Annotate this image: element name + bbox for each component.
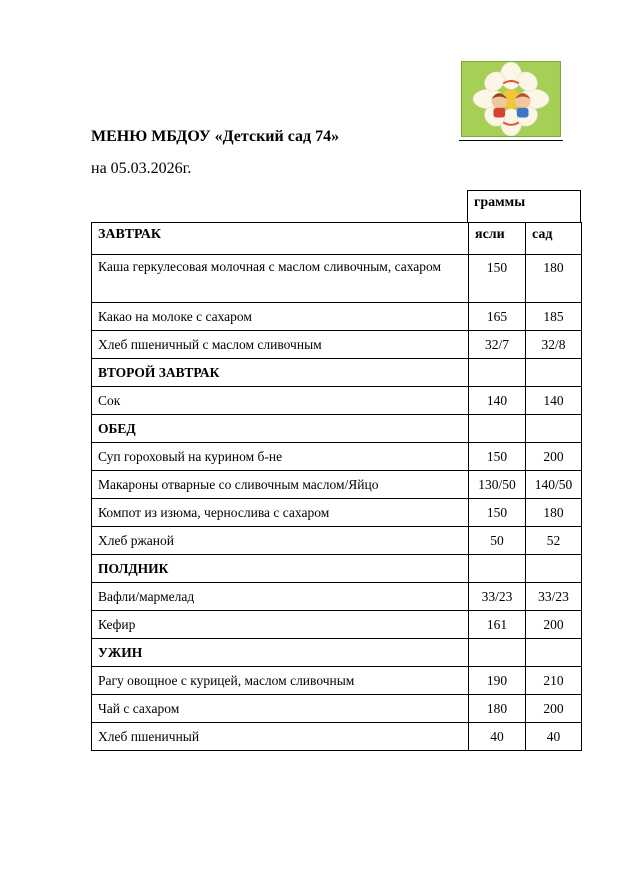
table-row: [92, 583, 582, 611]
nursery-grams: 165: [469, 303, 526, 331]
dish-name: Хлеб ржаной: [92, 527, 469, 555]
dish-name: Хлеб пшеничный: [92, 723, 469, 751]
nursery-grams: 33/23: [469, 583, 526, 611]
dish-name: Хлеб пшеничный с маслом сливочным: [92, 331, 469, 359]
table-row: [92, 611, 582, 639]
table-row: [92, 667, 582, 695]
menu-date: на 05.03.2026г.: [91, 160, 192, 177]
section-row: [92, 359, 582, 387]
flower-children-logo-icon: [462, 62, 560, 136]
empty-cell: [526, 359, 582, 387]
grams-header-table: [467, 190, 581, 223]
section-row: [92, 415, 582, 443]
section-title: ОБЕД: [92, 415, 469, 443]
nursery-grams: 140: [469, 387, 526, 415]
dish-name: Сок: [92, 387, 469, 415]
empty-cell: [526, 555, 582, 583]
table-row: [92, 387, 582, 415]
kindergarten-grams: 200: [526, 695, 582, 723]
nursery-grams: 150: [469, 255, 526, 303]
nursery-grams: 130/50: [469, 471, 526, 499]
dish-name: Кефир: [92, 611, 469, 639]
empty-cell: [526, 415, 582, 443]
header-nursery: ясли: [469, 223, 526, 255]
section-row: [92, 555, 582, 583]
dish-name: Компот из изюма, чернослива с сахаром: [92, 499, 469, 527]
kindergarten-grams: 140: [526, 387, 582, 415]
section-title: ПОЛДНИК: [92, 555, 469, 583]
kindergarten-logo: [461, 61, 561, 137]
kindergarten-grams: 200: [526, 611, 582, 639]
kindergarten-grams: 33/23: [526, 583, 582, 611]
nursery-grams: 150: [469, 443, 526, 471]
dish-name: Рагу овощное с курицей, маслом сливочным: [92, 667, 469, 695]
nursery-grams: 190: [469, 667, 526, 695]
table-row: [92, 471, 582, 499]
logo-underline: [459, 140, 563, 141]
dish-name: Макароны отварные со сливочным маслом/Яйцо: [92, 471, 469, 499]
table-row: [92, 255, 582, 303]
dish-name: Какао на молоке с сахаром: [92, 303, 469, 331]
empty-cell: [469, 415, 526, 443]
dish-name: Вафли/мармелад: [92, 583, 469, 611]
kindergarten-grams: 180: [526, 499, 582, 527]
kindergarten-grams: 140/50: [526, 471, 582, 499]
nursery-grams: 32/7: [469, 331, 526, 359]
menu-table: [91, 222, 582, 751]
kindergarten-grams: 185: [526, 303, 582, 331]
section-row: [92, 639, 582, 667]
nursery-grams: 50: [469, 527, 526, 555]
page-title: МЕНЮ МБДОУ «Детский сад 74»: [91, 128, 340, 145]
nursery-grams: 150: [469, 499, 526, 527]
dish-name: Чай с сахаром: [92, 695, 469, 723]
kindergarten-grams: 210: [526, 667, 582, 695]
dish-name: Суп гороховый на курином б-не: [92, 443, 469, 471]
table-row: [92, 443, 582, 471]
kindergarten-grams: 180: [526, 255, 582, 303]
grams-label: граммы: [468, 191, 581, 223]
empty-cell: [469, 359, 526, 387]
section-title: УЖИН: [92, 639, 469, 667]
table-row: [92, 527, 582, 555]
kindergarten-grams: 52: [526, 527, 582, 555]
dish-name: Каша геркулесовая молочная с маслом сливочным, сахаром: [92, 255, 469, 303]
table-row: [92, 723, 582, 751]
empty-cell: [469, 555, 526, 583]
table-header-row: [92, 223, 582, 255]
header-kindergarten: сад: [526, 223, 582, 255]
table-row: [92, 303, 582, 331]
nursery-grams: 161: [469, 611, 526, 639]
section-title: ВТОРОЙ ЗАВТРАК: [92, 359, 469, 387]
kindergarten-grams: 200: [526, 443, 582, 471]
nursery-grams: 40: [469, 723, 526, 751]
empty-cell: [469, 639, 526, 667]
empty-cell: [526, 639, 582, 667]
table-row: [92, 499, 582, 527]
kindergarten-grams: 40: [526, 723, 582, 751]
table-row: [92, 331, 582, 359]
kindergarten-grams: 32/8: [526, 331, 582, 359]
header-breakfast: ЗАВТРАК: [92, 223, 469, 255]
nursery-grams: 180: [469, 695, 526, 723]
table-row: [92, 695, 582, 723]
